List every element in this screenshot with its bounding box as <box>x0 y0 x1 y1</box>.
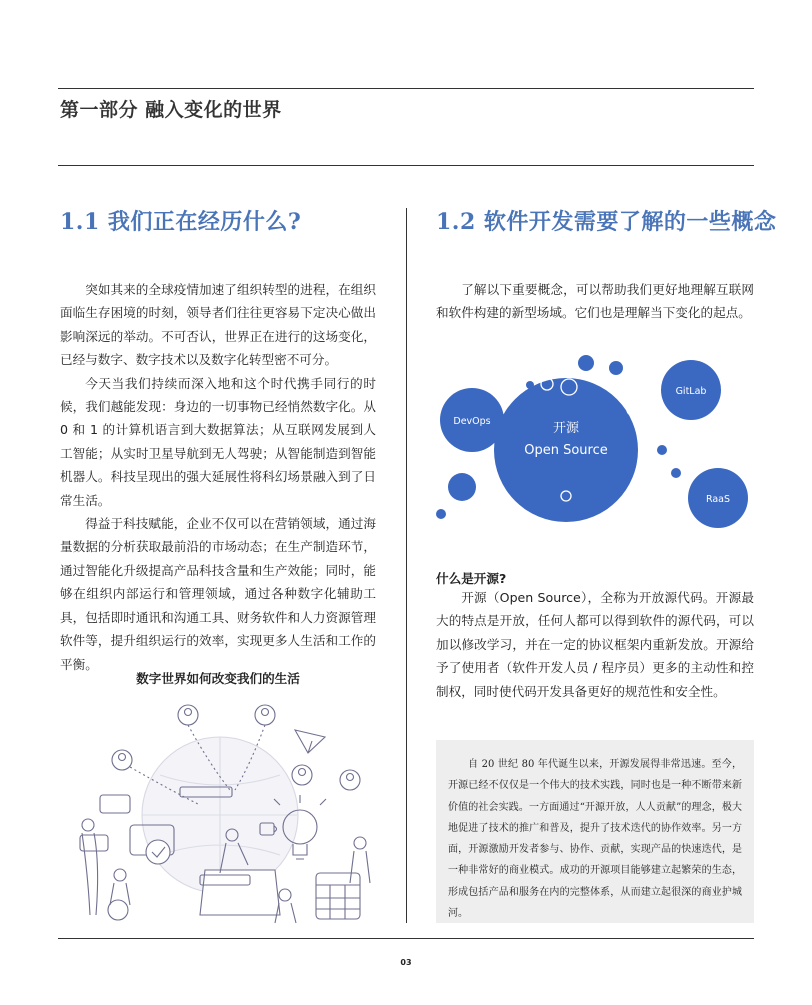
open-source-label-cn: 开源 <box>552 421 580 436</box>
intro-paragraph: 了解以下重要概念，可以帮助我们更好地理解互联网和软件构建的新型场域。它们也是理解当下变化的起点。 <box>436 282 754 321</box>
dot <box>609 361 623 375</box>
what-is-open-source-heading: 什么是开源? <box>436 571 507 586</box>
digital-life-illustration <box>60 695 376 925</box>
left-paragraph: 突如其来的全球疫情加速了组织转型的进程，在组织面临生存困境的时刻，领导者们往往更容易下定决心做出影响深远的举动。不可否认，世界正在进行的这场变化，已经与数字、数字技术以及数字化转型密不可分。 <box>60 282 376 368</box>
ring <box>627 405 637 415</box>
part-title: 第一部分 融入变化的世界 <box>60 99 282 121</box>
top-rule <box>58 88 754 89</box>
open-source-definition <box>436 586 754 703</box>
dot <box>526 381 534 389</box>
open-source-label-en: Open Source <box>524 443 608 458</box>
dot <box>448 473 476 501</box>
open-source-concept-diagram <box>436 350 766 535</box>
dot <box>436 509 446 519</box>
dot <box>578 355 594 371</box>
column-divider <box>406 208 407 923</box>
callout-box <box>436 740 754 923</box>
dot <box>657 445 667 455</box>
definition-paragraph: 开源（Open Source），全称为开放源代码。开源最大的特点是开放，任何人都可以得到软件的源代码，可以加以修改学习，并在一定的协议框架内重新发放。开源给予了使用者（软件开发人员 / 程序员）更多的主动性和控制权，同时使代码开发具备更好的规范性和安全性。 <box>436 590 754 699</box>
page-number: 03 <box>400 958 412 967</box>
section-title-1-2: 1.2 软件开发需要了解的一些概念 <box>436 209 777 235</box>
left-paragraph: 得益于科技赋能，企业不仅可以在营销领域，通过海量数据的分析获取最前沿的市场动态；在生产制造环节，通过智能化升级提高产品科技含量和生产效能；同时，能够在组织内部运行和管理领域，通过各种数字化辅助工具，包括即时通讯和沟通工具、财务软件和人力资源管理软件等，提升组织运行的效率，实现更多人生活和工作的平衡。 <box>60 516 376 672</box>
dot <box>537 507 547 517</box>
raas-label: RaaS <box>705 494 731 505</box>
left-body-text <box>60 278 376 676</box>
devops-label: DevOps <box>453 416 491 427</box>
gitlab-label: GitLab <box>675 386 707 397</box>
section-title-1-1: 1.1 我们正在经历什么? <box>60 209 302 235</box>
right-intro-text <box>436 278 754 325</box>
header-bottom-rule <box>58 165 754 166</box>
left-paragraph: 今天当我们持续而深入地和这个时代携手同行的时候，我们越能发现：身边的一切事物已经悄然数字化。从 0 和 1 的计算机语言到大数据算法；从互联网发展到人工智能；从实时卫星导航到无人驾驶；从智能制造到智能机器人。科技呈现出的强大延展性将科幻场景融入到了日常生活。 <box>60 375 376 508</box>
footer-rule <box>58 938 754 939</box>
dot <box>508 486 516 494</box>
dot <box>671 468 681 478</box>
infographic-title: 数字世界如何改变我们的生活 <box>136 671 300 686</box>
callout-text: 自 20 世纪 80 年代诞生以来，开源发展得非常迅速。至今，开源已经不仅仅是一个伟大的技术实践，同时也是一种不断带来新价值的社会实践。一方面通过“开源开放，人人贡献”的理念，极大地促进了技术的推广和普及，提升了技术迭代的协作效率。另一方面，开源激励开发者参与、协作、贡献，实现产品的快速迭代，是一种非常好的商业模式。成功的开源项目能够建立起繁荣的生态，形成包括产品和服务在内的完整体系，从而建立起很深的商业护城河。 <box>448 759 742 920</box>
